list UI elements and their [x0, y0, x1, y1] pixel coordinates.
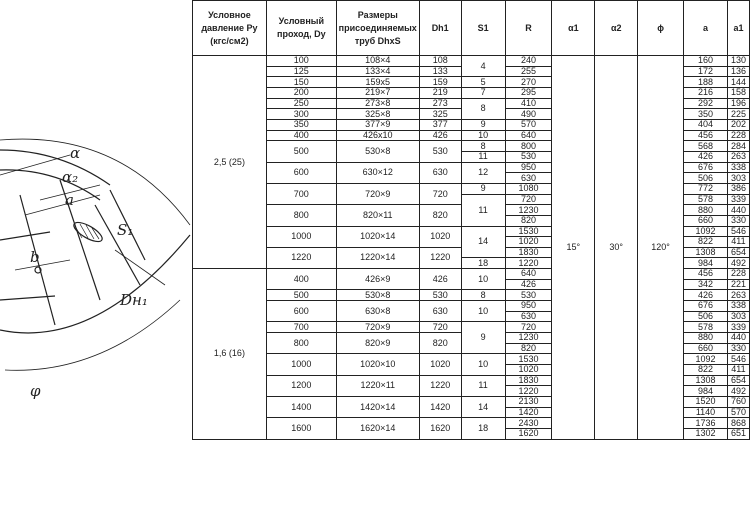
- a1-cell: 440: [727, 205, 749, 216]
- dy-cell: 400: [266, 269, 336, 290]
- r-cell: 570: [505, 119, 552, 130]
- a1-cell: 651: [727, 428, 749, 439]
- dh1-cell: 1020: [419, 226, 461, 247]
- a1-cell: 263: [727, 290, 749, 301]
- b-label: b: [30, 248, 40, 266]
- header-alpha1: α1: [552, 1, 595, 56]
- r-cell: 950: [505, 301, 552, 312]
- a-cell: 1736: [684, 418, 728, 429]
- size-cell: 426х10: [336, 130, 419, 141]
- size-cell: 159х5: [336, 77, 419, 88]
- a-cell: 342: [684, 279, 728, 290]
- elbow-sketch: [0, 0, 192, 521]
- a-cell: 1520: [684, 397, 728, 408]
- r-cell: 1220: [505, 258, 552, 269]
- s1-cell: 11: [461, 194, 505, 226]
- dy-cell: 1000: [266, 226, 336, 247]
- r-cell: 426: [505, 279, 552, 290]
- s1-cell: 14: [461, 397, 505, 418]
- size-cell: 720×9: [336, 322, 419, 333]
- a-cell: 188: [684, 77, 728, 88]
- dy-cell: 100: [266, 56, 336, 67]
- r-cell: 820: [505, 215, 552, 226]
- size-cell: 273×8: [336, 98, 419, 109]
- a-cell: 426: [684, 151, 728, 162]
- s1-cell: 11: [461, 375, 505, 396]
- dy-cell: 600: [266, 162, 336, 183]
- dh1-cell: 1220: [419, 375, 461, 396]
- alpha-label: α: [70, 144, 81, 162]
- a-cell: 822: [684, 237, 728, 248]
- a1-cell: 546: [727, 354, 749, 365]
- r-cell: 720: [505, 322, 552, 333]
- dh1-cell: 820: [419, 205, 461, 226]
- size-cell: 426×9: [336, 269, 419, 290]
- dh1-cell: 530: [419, 290, 461, 301]
- a-cell: 404: [684, 119, 728, 130]
- size-cell: 530×8: [336, 290, 419, 301]
- a-cell: 1140: [684, 407, 728, 418]
- a1-cell: 303: [727, 311, 749, 322]
- dy-cell: 700: [266, 322, 336, 333]
- dy-cell: 300: [266, 109, 336, 120]
- dy-cell: 500: [266, 290, 336, 301]
- header-phi: ϕ: [638, 1, 684, 56]
- a-cell: 1308: [684, 247, 728, 258]
- dy-cell: 1220: [266, 247, 336, 268]
- a1-cell: 303: [727, 173, 749, 184]
- r-cell: 530: [505, 290, 552, 301]
- alpha1-cell: 15°: [552, 56, 595, 440]
- dh1-cell: 159: [419, 77, 461, 88]
- a-cell: 984: [684, 258, 728, 269]
- size-cell: 108×4: [336, 56, 419, 67]
- table-row: [193, 56, 750, 67]
- a-cell: 676: [684, 162, 728, 173]
- r-cell: 1830: [505, 247, 552, 258]
- dh1-cell: 720: [419, 322, 461, 333]
- s1-cell: 18: [461, 418, 505, 439]
- header-dy: Условный проход, Dy: [266, 1, 336, 56]
- a-cell: 506: [684, 311, 728, 322]
- a1-cell: 339: [727, 322, 749, 333]
- s1-cell: 10: [461, 354, 505, 375]
- s1-cell: 9: [461, 322, 505, 354]
- dh1-cell: 108: [419, 56, 461, 67]
- dh1-cell: 1020: [419, 354, 461, 375]
- a1-cell: 330: [727, 343, 749, 354]
- a-cell: 660: [684, 343, 728, 354]
- s1-cell: 8: [461, 141, 505, 152]
- a-cell: 578: [684, 322, 728, 333]
- dh1-cell: 1220: [419, 247, 461, 268]
- header-row: [193, 1, 750, 56]
- r-cell: 640: [505, 269, 552, 280]
- s1-cell: 4: [461, 56, 505, 77]
- size-cell: 820×9: [336, 333, 419, 354]
- a-cell: 880: [684, 333, 728, 344]
- pressure-cell: 1,6 (16): [193, 269, 267, 440]
- r-cell: 490: [505, 109, 552, 120]
- a1-cell: 654: [727, 247, 749, 258]
- dy-cell: 200: [266, 87, 336, 98]
- a1-cell: 196: [727, 98, 749, 109]
- s1-cell: 10: [461, 130, 505, 141]
- r-cell: 255: [505, 66, 552, 77]
- a1-cell: 330: [727, 215, 749, 226]
- a-label: a: [65, 191, 74, 209]
- alpha2-label: α₂: [62, 168, 79, 186]
- table-body: [193, 56, 750, 440]
- s1-cell: 7: [461, 87, 505, 98]
- header-alpha2: α2: [595, 1, 638, 56]
- header-a: a: [684, 1, 728, 56]
- dy-cell: 400: [266, 130, 336, 141]
- r-cell: 1230: [505, 205, 552, 216]
- dy-cell: 125: [266, 66, 336, 77]
- r-cell: 1220: [505, 386, 552, 397]
- r-cell: 1620: [505, 428, 552, 439]
- a-cell: 1302: [684, 428, 728, 439]
- r-cell: 2430: [505, 418, 552, 429]
- a-cell: 456: [684, 130, 728, 141]
- size-cell: 133×4: [336, 66, 419, 77]
- dy-cell: 1200: [266, 375, 336, 396]
- size-cell: 630×8: [336, 301, 419, 322]
- a1-cell: 144: [727, 77, 749, 88]
- a1-cell: 202: [727, 119, 749, 130]
- dy-cell: 800: [266, 205, 336, 226]
- a-cell: 1308: [684, 375, 728, 386]
- dh1-cell: 720: [419, 183, 461, 204]
- a-cell: 506: [684, 173, 728, 184]
- a-cell: 350: [684, 109, 728, 120]
- r-cell: 800: [505, 141, 552, 152]
- alpha2-cell: 30°: [595, 56, 638, 440]
- r-cell: 295: [505, 87, 552, 98]
- a-cell: 984: [684, 386, 728, 397]
- r-cell: 630: [505, 311, 552, 322]
- size-cell: 377×9: [336, 119, 419, 130]
- dh1-cell: 426: [419, 130, 461, 141]
- a1-cell: 546: [727, 226, 749, 237]
- r-cell: 1080: [505, 183, 552, 194]
- dy-cell: 500: [266, 141, 336, 162]
- a-cell: 578: [684, 194, 728, 205]
- a1-cell: 263: [727, 151, 749, 162]
- dy-cell: 1600: [266, 418, 336, 439]
- dy-cell: 800: [266, 333, 336, 354]
- a1-cell: 760: [727, 397, 749, 408]
- a-cell: 172: [684, 66, 728, 77]
- s1-cell: 11: [461, 151, 505, 162]
- header-a1: a1: [727, 1, 749, 56]
- r-cell: 1530: [505, 226, 552, 237]
- a-cell: 456: [684, 269, 728, 280]
- elbow-spec-table: [192, 0, 750, 440]
- dy-cell: 700: [266, 183, 336, 204]
- dh1-cell: 530: [419, 141, 461, 162]
- a-cell: 660: [684, 215, 728, 226]
- a-cell: 676: [684, 301, 728, 312]
- elbow-drawing: [0, 0, 192, 521]
- dh1-cell: 426: [419, 269, 461, 290]
- r-cell: 270: [505, 77, 552, 88]
- dy-cell: 600: [266, 301, 336, 322]
- r-cell: 1830: [505, 375, 552, 386]
- size-cell: 1220×14: [336, 247, 419, 268]
- a1-cell: 386: [727, 183, 749, 194]
- a1-cell: 225: [727, 109, 749, 120]
- dy-cell: 1400: [266, 397, 336, 418]
- r-cell: 2130: [505, 397, 552, 408]
- dy-cell: 150: [266, 77, 336, 88]
- r-cell: 530: [505, 151, 552, 162]
- size-cell: 820×11: [336, 205, 419, 226]
- header-dh1: Dh1: [419, 1, 461, 56]
- header-r: R: [505, 1, 552, 56]
- dh-label: Dн₁: [120, 291, 148, 309]
- s1-cell: 8: [461, 290, 505, 301]
- s1-cell: 8: [461, 98, 505, 119]
- a1-cell: 339: [727, 194, 749, 205]
- s1-cell: 12: [461, 162, 505, 183]
- a1-cell: 868: [727, 418, 749, 429]
- s1-cell: 5: [461, 77, 505, 88]
- r-cell: 1020: [505, 365, 552, 376]
- phi-label: φ: [30, 382, 41, 400]
- r-cell: 630: [505, 173, 552, 184]
- dh1-cell: 325: [419, 109, 461, 120]
- s1-cell: 18: [461, 258, 505, 269]
- a-cell: 292: [684, 98, 728, 109]
- a1-cell: 411: [727, 237, 749, 248]
- a1-cell: 411: [727, 365, 749, 376]
- a-cell: 822: [684, 365, 728, 376]
- size-cell: 1020×14: [336, 226, 419, 247]
- size-cell: 1420×14: [336, 397, 419, 418]
- s1-label: S₁: [117, 221, 134, 239]
- a1-cell: 284: [727, 141, 749, 152]
- a1-cell: 158: [727, 87, 749, 98]
- a-cell: 772: [684, 183, 728, 194]
- dh1-cell: 1620: [419, 418, 461, 439]
- a1-cell: 228: [727, 269, 749, 280]
- phi-cell: 120°: [638, 56, 684, 440]
- r-cell: 410: [505, 98, 552, 109]
- size-cell: 1620×14: [336, 418, 419, 439]
- dy-cell: 350: [266, 119, 336, 130]
- header-pressure: Условное давление Ру (кгс/см2): [193, 1, 267, 56]
- r-cell: 640: [505, 130, 552, 141]
- a-cell: 1092: [684, 354, 728, 365]
- a1-cell: 492: [727, 258, 749, 269]
- size-cell: 530×8: [336, 141, 419, 162]
- s1-cell: 10: [461, 301, 505, 322]
- dh1-cell: 219: [419, 87, 461, 98]
- r-cell: 1420: [505, 407, 552, 418]
- a1-cell: 228: [727, 130, 749, 141]
- size-cell: 720×9: [336, 183, 419, 204]
- s1-cell: 14: [461, 226, 505, 258]
- header-size: Размеры присоединяемых труб DhxS: [336, 1, 419, 56]
- dh1-cell: 630: [419, 162, 461, 183]
- a1-cell: 570: [727, 407, 749, 418]
- r-cell: 240: [505, 56, 552, 67]
- dh1-cell: 273: [419, 98, 461, 109]
- dh1-cell: 820: [419, 333, 461, 354]
- a1-cell: 136: [727, 66, 749, 77]
- r-cell: 720: [505, 194, 552, 205]
- a-cell: 880: [684, 205, 728, 216]
- r-cell: 1530: [505, 354, 552, 365]
- a1-cell: 654: [727, 375, 749, 386]
- size-cell: 1020×10: [336, 354, 419, 375]
- a1-cell: 130: [727, 56, 749, 67]
- r-cell: 820: [505, 343, 552, 354]
- dy-cell: 1000: [266, 354, 336, 375]
- size-cell: 219×7: [336, 87, 419, 98]
- a-cell: 568: [684, 141, 728, 152]
- dh1-cell: 1420: [419, 397, 461, 418]
- r-cell: 1230: [505, 333, 552, 344]
- a1-cell: 492: [727, 386, 749, 397]
- a1-cell: 338: [727, 162, 749, 173]
- dh1-cell: 377: [419, 119, 461, 130]
- a-cell: 1092: [684, 226, 728, 237]
- size-cell: 630×12: [336, 162, 419, 183]
- dy-cell: 250: [266, 98, 336, 109]
- a1-cell: 221: [727, 279, 749, 290]
- pressure-cell: 2,5 (25): [193, 56, 267, 269]
- header-s1: S1: [461, 1, 505, 56]
- r-cell: 1020: [505, 237, 552, 248]
- a1-cell: 338: [727, 301, 749, 312]
- a-cell: 160: [684, 56, 728, 67]
- s1-cell: 9: [461, 119, 505, 130]
- s1-cell: 9: [461, 183, 505, 194]
- a-cell: 426: [684, 290, 728, 301]
- dh1-cell: 630: [419, 301, 461, 322]
- dh1-cell: 133: [419, 66, 461, 77]
- s1-cell: 10: [461, 269, 505, 290]
- a-cell: 216: [684, 87, 728, 98]
- r-cell: 950: [505, 162, 552, 173]
- size-cell: 1220×11: [336, 375, 419, 396]
- a1-cell: 440: [727, 333, 749, 344]
- size-cell: 325×8: [336, 109, 419, 120]
